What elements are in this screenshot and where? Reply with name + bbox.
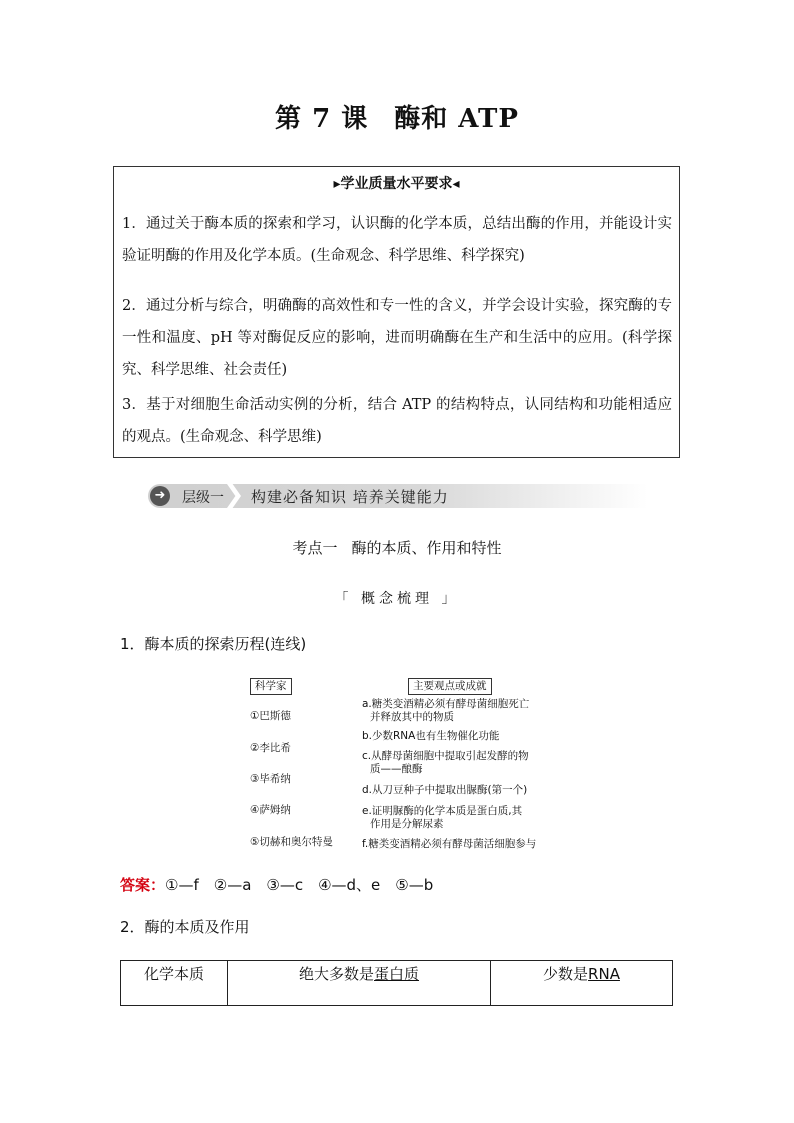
requirement-item: 3．基于对细胞生命活动实例的分析，结合 ATP 的结构特点，认同结构和功能相适应的观点。(生命观念、科学思维) — [122, 397, 672, 445]
viewpoint-line: c.从酵母菌细胞中提取引起发酵的物 — [362, 750, 529, 762]
scientist-item: ①巴斯德 — [250, 710, 291, 722]
scientist-item: ⑤切赫和奥尔特曼 — [250, 836, 333, 848]
page-title — [0, 98, 794, 135]
scientist-item: ④萨姆纳 — [250, 804, 291, 816]
topic-title: 酶的本质、作用和特性 — [351, 539, 502, 557]
answer-line — [120, 874, 433, 895]
banner-level: 层级一 — [182, 490, 224, 506]
viewpoint-line: b.少数RNA也有生物催化功能 — [362, 730, 500, 742]
cell-text: 绝大多数是 — [298, 965, 374, 983]
requirements-box — [113, 166, 680, 458]
table-cell — [228, 961, 491, 1006]
chevron-right-icon — [227, 484, 241, 508]
viewpoint-item — [362, 805, 562, 831]
answer-text: ①—f ②—a ③—c ④—d、e ⑤—b — [165, 876, 434, 894]
cell-answer: 蛋白质 — [374, 965, 420, 983]
requirement-item: 1．通过关于酶本质的探索和学习，认识酶的化学本质，总结出酶的作用，并能设计实验证明酶的作用及化学本质。(生命观念、科学思维、科学探究) — [122, 216, 672, 264]
table-cell: 化学本质 — [121, 961, 228, 1006]
answer-label: 答案： — [120, 876, 166, 894]
cell-text: 少数是 — [543, 965, 589, 983]
cell-answer: RNA — [588, 965, 620, 983]
topic-label: 考点一 — [292, 539, 338, 557]
viewpoint-item — [362, 730, 562, 743]
scientist-header: 科学家 — [250, 678, 292, 695]
requirements-heading: ▸学业质量水平要求◂ — [333, 176, 460, 192]
viewpoint-line: d.从刀豆种子中提取出脲酶(第一个) — [362, 784, 528, 796]
concept-label: 「 概念梳理 」 — [334, 591, 460, 607]
viewpoint-line: e.证明脲酶的化学本质是蛋白质,其 — [362, 805, 523, 817]
viewpoint-item — [362, 838, 562, 851]
arrow-right-icon: ➜ — [150, 486, 170, 506]
section-heading: 2．酶的本质及作用 — [120, 918, 250, 936]
viewpoint-item — [362, 784, 562, 797]
viewpoint-line: f.糖类变酒精必须有酵母菌活细胞参与 — [362, 838, 537, 850]
viewpoint-line: 作用是分解尿素 — [370, 818, 444, 830]
topic-heading — [0, 537, 794, 558]
viewpoint-line: a.糖类变酒精必须有酵母菌细胞死亡 — [362, 698, 530, 710]
section-heading: 1．酶本质的探索历程(连线) — [120, 635, 307, 653]
matching-diagram — [246, 676, 556, 856]
banner-text: 构建必备知识 培养关键能力 — [251, 488, 449, 506]
lesson-number: 第 7 课 — [275, 104, 369, 134]
section-banner — [148, 484, 648, 508]
viewpoint-item — [362, 698, 562, 724]
viewpoint-header: 主要观点或成就 — [408, 678, 492, 695]
enzyme-nature-table — [120, 960, 673, 1006]
viewpoint-line: 并释放其中的物质 — [370, 711, 454, 723]
viewpoint-line: 质——酿酶 — [370, 763, 423, 775]
table-cell — [491, 961, 673, 1006]
scientist-item: ③毕希纳 — [250, 773, 291, 785]
table-row — [121, 961, 673, 1006]
viewpoint-item — [362, 750, 562, 776]
requirement-item: 2．通过分析与综合，明确酶的高效性和专一性的含义，并学会设计实验，探究酶的专一性和温度、pH 等对酶促反应的影响，进而明确酶在生产和生活中的应用。(科学探究、科学思维、社会责任) — [122, 298, 672, 378]
lesson-topic: 酶和 ATP — [394, 104, 519, 134]
scientist-item: ②李比希 — [250, 742, 291, 754]
